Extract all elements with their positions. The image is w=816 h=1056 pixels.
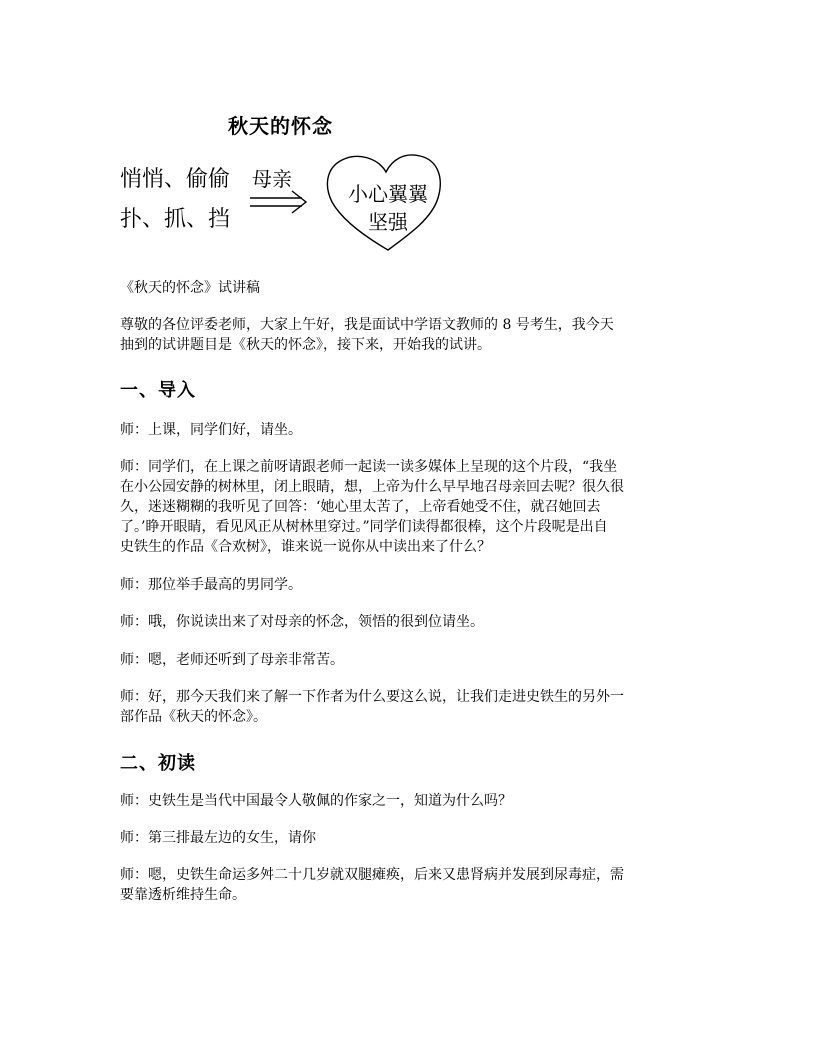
paragraph-6-line-2: 部作品《秋天的怀念》。 <box>120 709 267 725</box>
paragraph-3: 师：那位举手最高的男同学。 <box>120 577 302 593</box>
intro-line-2: 抽到的试讲题目是《秋天的怀念》，接下来，开始我的试讲。 <box>120 337 491 353</box>
section-heading-intro: 一、导入 <box>120 380 196 401</box>
paragraph-2-line-4: 了。’睁开眼睛，看见风正从树林里穿过。”同学们读得都很棒，这个片段呢是出自 <box>120 519 608 535</box>
paragraph-2-line-2: 在小公园安静的树林里，闭上眼睛，想，上帝为什么早早地召母亲回去呢？很久很 <box>120 479 624 495</box>
paragraph-2-line-1: 师：同学们，在上课之前呀请跟老师一起读一读多媒体上呈现的这个片段，“我坐 <box>120 459 618 475</box>
board-keywords-line2: 扑、抓、挡 <box>120 207 231 232</box>
heart-text-line1: 小心翼翼 <box>348 182 428 206</box>
paragraph-9-line-2: 要靠透析维持生命。 <box>120 887 246 903</box>
paragraph-7: 师：史铁生是当代中国最令人敬佩的作家之一，知道为什么吗？ <box>120 793 512 809</box>
paragraph-6-line-1: 师：好，那今天我们来了解一下作者为什么要这么说，让我们走进史铁生的另外一 <box>120 689 624 705</box>
board-drawing <box>0 0 816 300</box>
board-title: 秋天的怀念 <box>228 114 333 138</box>
paragraph-1: 师：上课，同学们好，请坐。 <box>120 422 302 438</box>
paragraph-5: 师：嗯，老师还听到了母亲非常苦。 <box>120 652 344 668</box>
intro-line-1: 尊敬的各位评委老师，大家上午好，我是面试中学语文教师的 8 号考生，我今天 <box>120 317 614 333</box>
paragraph-2-line-5: 史铁生的作品《合欢树》，谁来说一说你从中读出来了什么？ <box>120 539 491 555</box>
heart-text-line2: 坚强 <box>368 210 408 234</box>
board-keywords-line1: 悄悄、偷偷 <box>120 167 231 192</box>
paragraph-9-line-1: 师：嗯，史铁生命运多舛二十几岁就双腿瘫痪，后来又患肾病并发展到尿毒症，需 <box>120 867 624 883</box>
double-arrow-icon <box>250 191 306 213</box>
doc-subtitle: 《秋天的怀念》试讲稿 <box>120 280 260 296</box>
section-heading-first-reading: 二、初读 <box>120 753 196 774</box>
board-mother-label: 母亲 <box>252 167 292 191</box>
paragraph-8: 师：第三排最左边的女生，请你 <box>120 830 316 846</box>
paragraph-4: 师：哦，你说读出来了对母亲的怀念，领悟的很到位请坐。 <box>120 614 484 630</box>
paragraph-2-line-3: 久，迷迷糊糊的我听见了回答：‘她心里太苦了，上帝看她受不住，就召她回去 <box>120 499 601 515</box>
